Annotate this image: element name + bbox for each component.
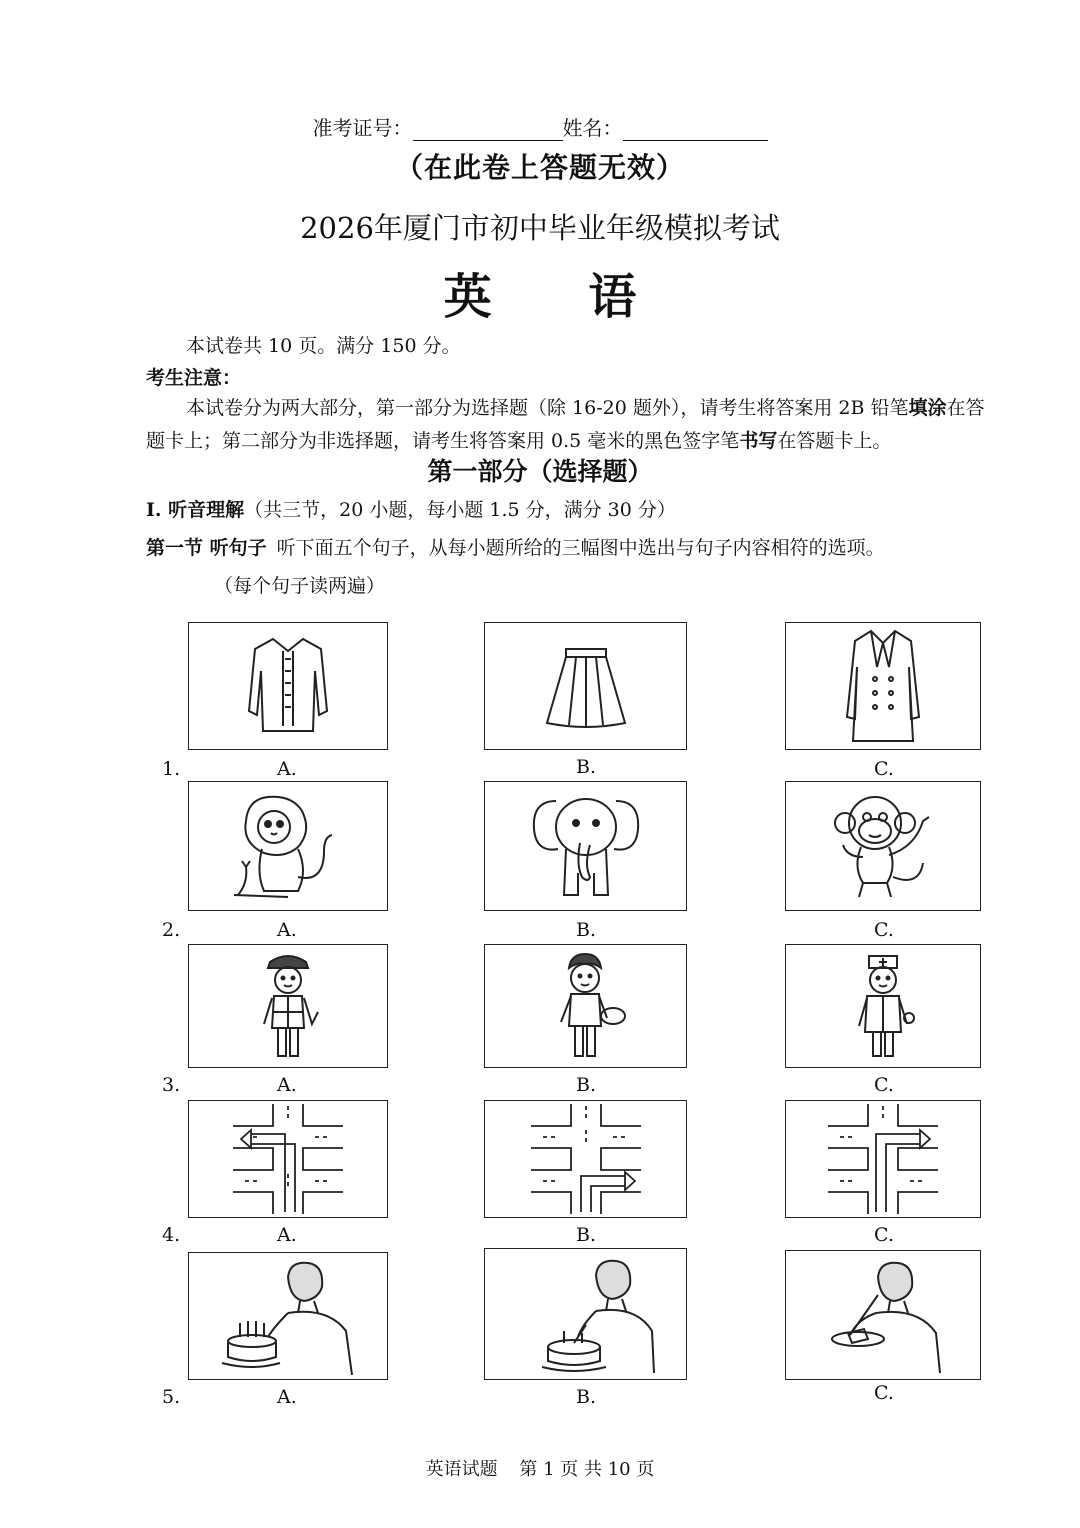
option-label: A. <box>277 1386 297 1408</box>
option-label: C. <box>874 1382 894 1404</box>
blouse-icon <box>243 631 333 741</box>
footer-page-number: 第 1 页 共 10 页 <box>519 1459 655 1480</box>
subject-title: 英 语 <box>443 269 677 325</box>
monkey-icon <box>823 787 943 905</box>
subsection1-note: （每个句子读两遍） <box>214 575 386 597</box>
option-label: A. <box>277 1074 297 1096</box>
question-number: 2. <box>162 919 181 941</box>
q3-option-c-picture[interactable] <box>785 944 981 1068</box>
question-number: 1. <box>162 758 181 780</box>
subsection1-line <box>146 532 885 565</box>
q1-option-b-picture[interactable] <box>484 622 687 750</box>
q1-option-c-picture[interactable] <box>785 622 981 750</box>
notice-text-2: 在答题卡上；第二部分为非选择题，请考生将答案用 0.5 毫米的黑色签字笔 <box>146 397 985 452</box>
notice-text-3: 在答题卡上。 <box>777 430 892 452</box>
option-label: A. <box>277 919 297 941</box>
pages-score-line: 本试卷共 10 页。满分 150 分。 <box>186 335 461 357</box>
exam-number-blank[interactable] <box>413 118 563 141</box>
notice-fill-emph: 填涂 <box>908 397 947 419</box>
police-officer-icon <box>248 948 328 1064</box>
question-number: 3. <box>162 1074 181 1096</box>
exam-number-label: 准考证号： <box>312 116 413 140</box>
option-label: C. <box>874 758 894 780</box>
elephant-icon <box>526 787 646 905</box>
part1-title: 第一部分（选择题） <box>427 457 653 486</box>
lion-icon <box>228 787 348 905</box>
option-label: B. <box>576 919 597 941</box>
route-turn-right-second-icon <box>828 1104 938 1214</box>
option-label: B. <box>576 1386 597 1408</box>
doctor-icon <box>843 948 923 1064</box>
q2-option-c-picture[interactable] <box>785 781 981 911</box>
q3-option-a-picture[interactable] <box>188 944 388 1068</box>
cutting-cake-icon <box>516 1253 656 1375</box>
notice-paragraph <box>146 392 986 458</box>
q5-option-c-picture[interactable] <box>785 1250 981 1380</box>
notice-text-1: 本试卷分为两大部分，第一部分为选择题（除 16-20 题外），请考生将答案用 2B 铅笔 <box>186 397 909 419</box>
option-label: C. <box>874 1224 894 1246</box>
name-label: 姓名： <box>562 116 623 140</box>
coat-icon <box>843 627 923 745</box>
section1-label: I. 听音理解 <box>146 499 245 521</box>
option-label: C. <box>874 1074 894 1096</box>
notice-write-emph: 书写 <box>739 430 778 452</box>
q4-option-c-picture[interactable] <box>785 1100 981 1218</box>
q4-option-a-picture[interactable] <box>188 1100 388 1218</box>
option-label: C. <box>874 919 894 941</box>
option-label: B. <box>576 1224 597 1246</box>
q3-option-b-picture[interactable] <box>484 944 687 1068</box>
option-label: B. <box>576 1074 597 1096</box>
option-label: B. <box>576 756 597 778</box>
q1-option-a-picture[interactable] <box>188 622 388 750</box>
section1-line <box>146 494 676 527</box>
notice-title: 考生注意： <box>146 367 242 389</box>
invalid-note: （在此卷上答题无效） <box>394 151 685 184</box>
option-label: A. <box>277 758 297 780</box>
subsection1-instruction: 听下面五个句子，从每小题所给的三幅图中选出与句子内容相符的选项。 <box>276 537 885 559</box>
q5-option-a-picture[interactable] <box>188 1252 388 1380</box>
route-turn-left-icon <box>233 1104 343 1214</box>
option-label: A. <box>277 1224 297 1246</box>
route-turn-right-first-icon <box>531 1104 641 1214</box>
question-number: 5. <box>162 1386 181 1408</box>
painter-boy-icon <box>541 948 631 1064</box>
section1-info: （共三节，20 小题，每小题 1.5 分，满分 30 分） <box>244 499 676 521</box>
q4-option-b-picture[interactable] <box>484 1100 687 1218</box>
blowing-candles-icon <box>218 1257 358 1375</box>
question-number: 4. <box>162 1224 181 1246</box>
subsection1-label: 第一节 听句子 <box>146 537 267 559</box>
candidate-info-line <box>0 112 1080 141</box>
eating-cake-icon <box>818 1255 948 1375</box>
page-footer <box>0 1455 1080 1481</box>
q5-option-b-picture[interactable] <box>484 1248 687 1380</box>
q2-option-a-picture[interactable] <box>188 781 388 911</box>
footer-subject: 英语试题 <box>425 1459 498 1480</box>
exam-title: 2026年厦门市初中毕业年级模拟考试 <box>300 211 780 245</box>
skirt-icon <box>541 641 631 731</box>
q2-option-b-picture[interactable] <box>484 781 687 911</box>
name-blank[interactable] <box>623 118 768 141</box>
